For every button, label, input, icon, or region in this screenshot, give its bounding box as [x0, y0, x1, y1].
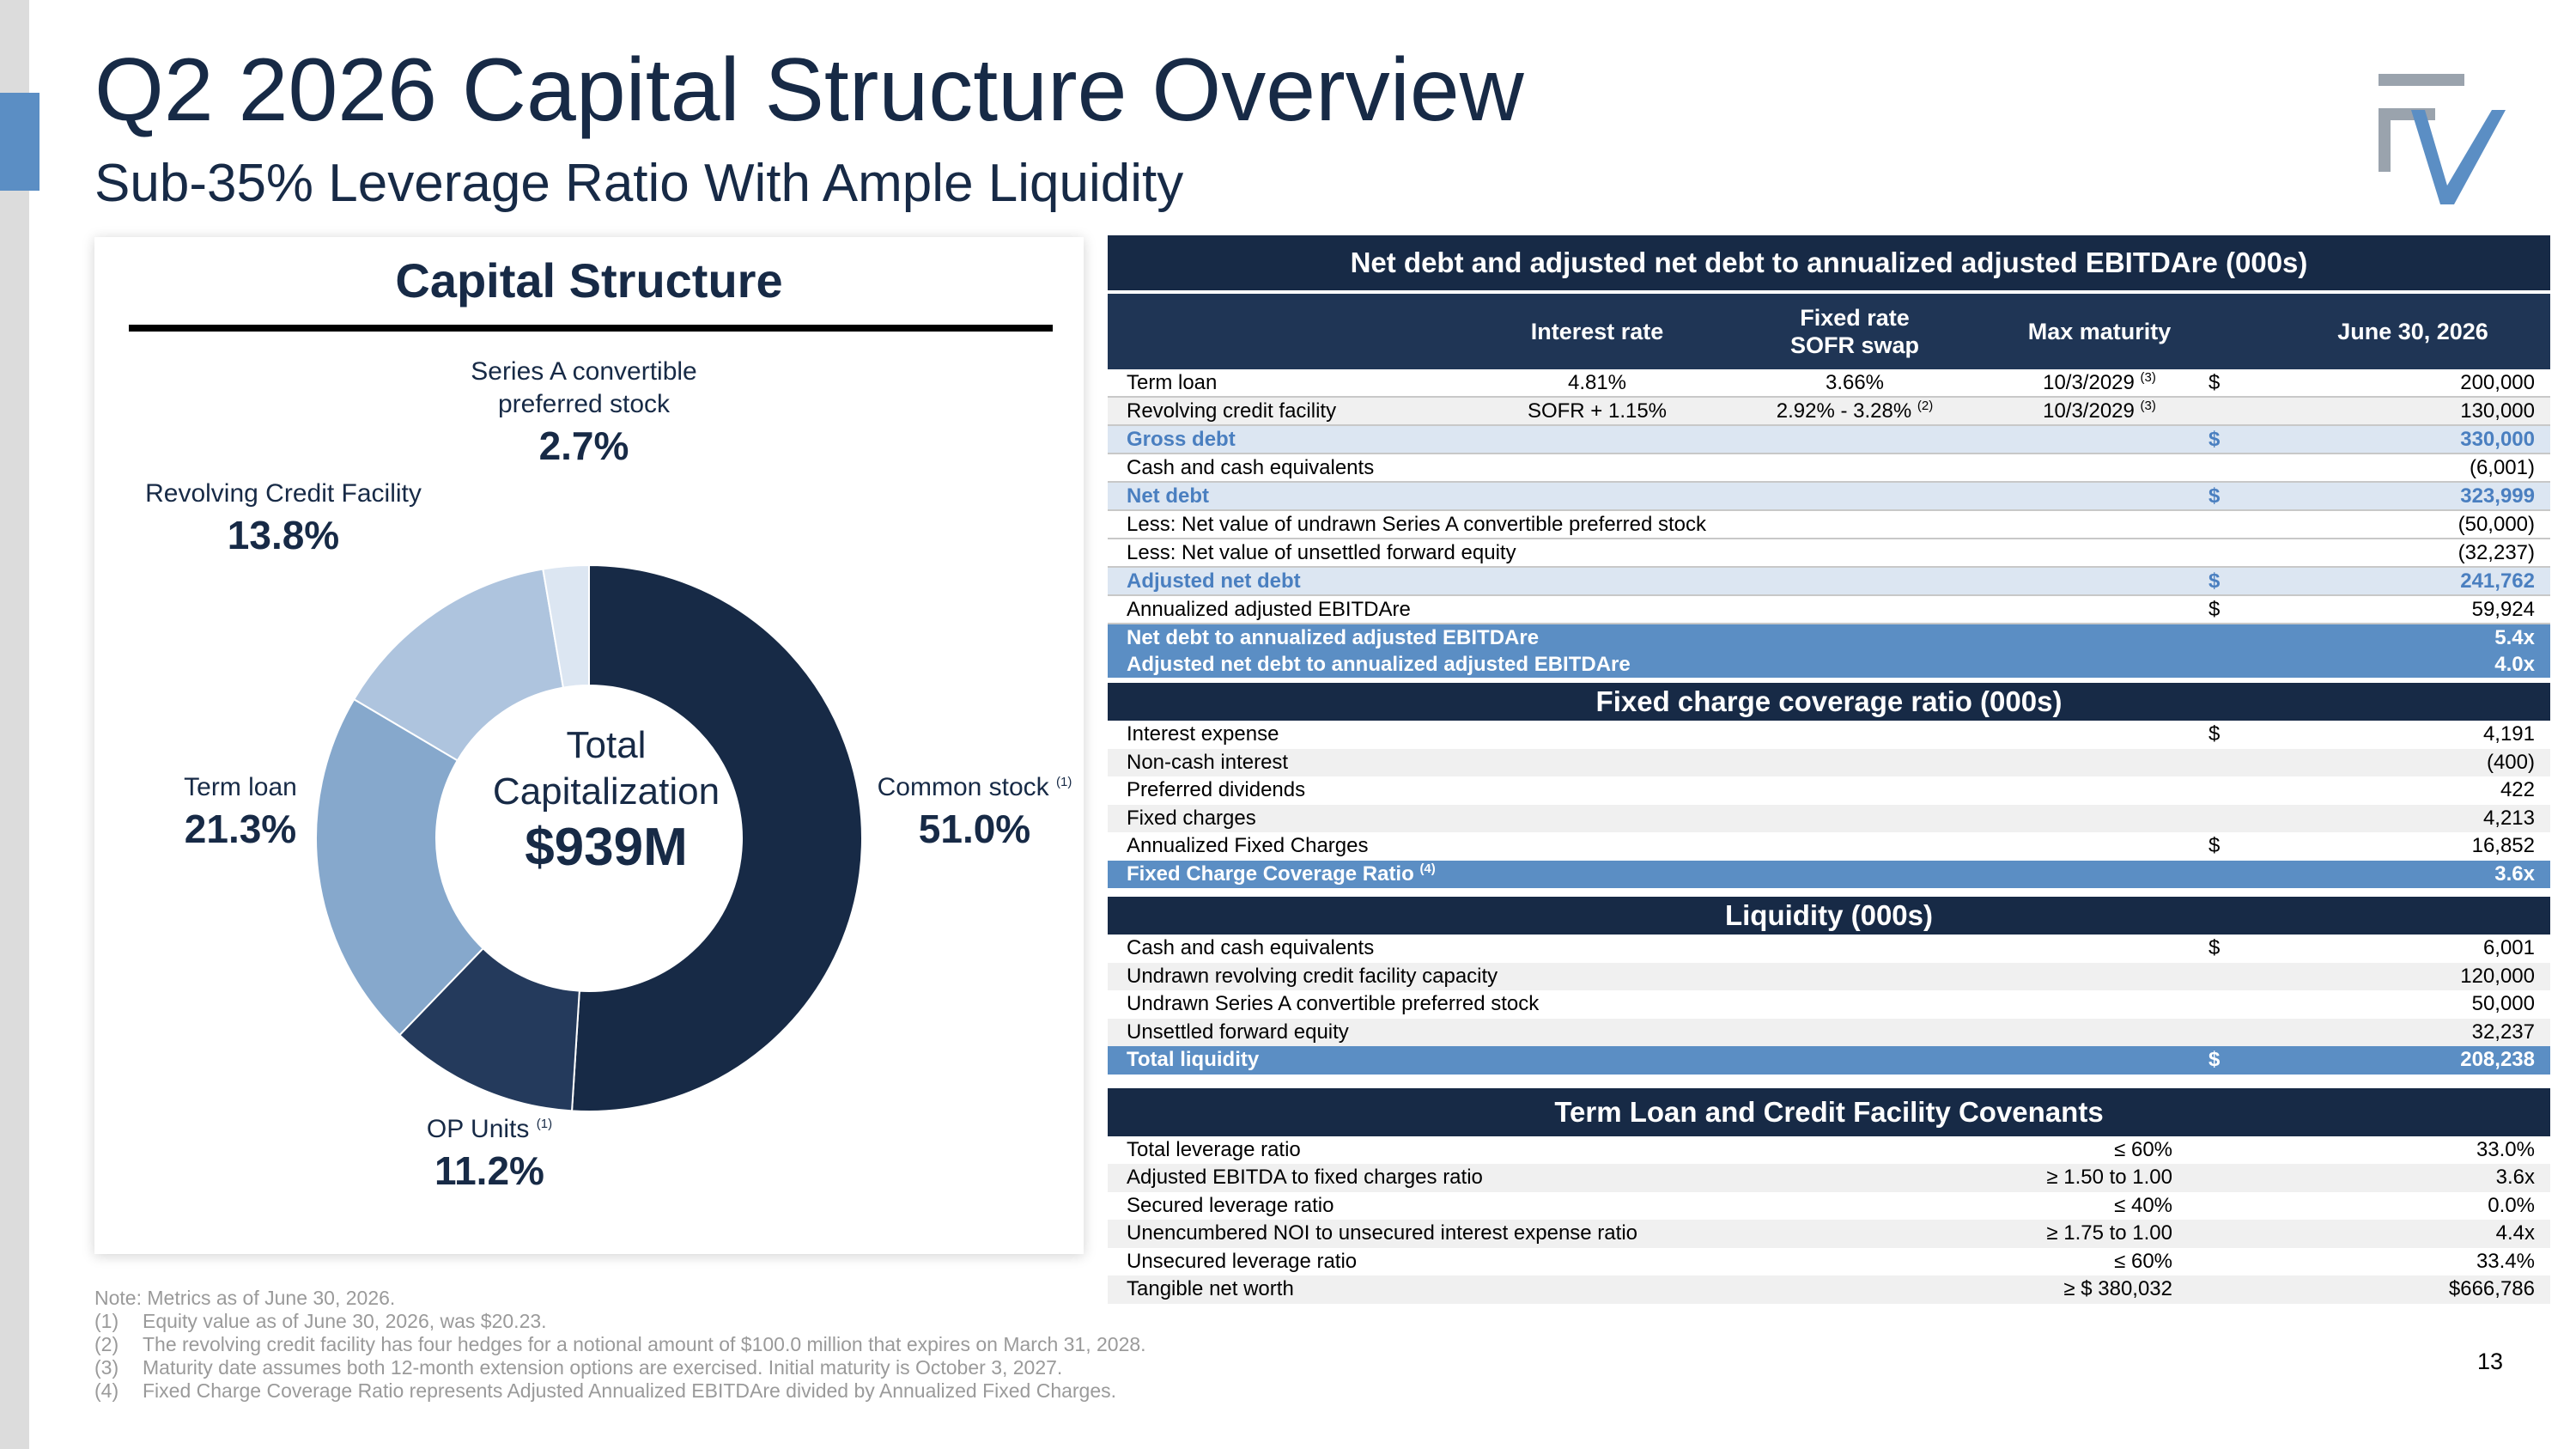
row-label: Revolving credit facility: [1127, 399, 1337, 423]
row-label: Gross debt: [1127, 428, 1236, 451]
table-row: [1108, 721, 2550, 749]
footnote-item: (3) Maturity date assumes both 12-month extension options are exercised. Initial maturity is October 3, 2027.: [94, 1356, 1063, 1379]
fixed-charge-table: [1108, 721, 2550, 888]
row-label: Less: Net value of unsettled forward equity: [1127, 541, 1516, 564]
capital-structure-card: [94, 237, 1084, 1254]
row-label: Cash and cash equivalents: [1127, 936, 1375, 959]
row-currency: $: [2208, 371, 2221, 394]
row-max-maturity: 10/3/2029 $^{(3)}$: [2043, 399, 2156, 423]
donut-center-label: [486, 722, 726, 880]
table-row: [1108, 1192, 2550, 1221]
row-value: 4.4x: [2495, 1221, 2535, 1245]
table-row: [1108, 454, 2550, 483]
table-row: [1108, 861, 2550, 889]
page-number: 13: [2477, 1349, 2504, 1374]
row-value: 422: [2500, 778, 2535, 801]
row-label: Less: Net value of undrawn Series A convertible preferred stock: [1127, 513, 1707, 536]
row-value: 50,000: [2471, 992, 2535, 1015]
row-value: 4,191: [2482, 722, 2535, 746]
row-requirement: ≥ $ 380,032: [2063, 1277, 2172, 1300]
row-label: Fixed Charge Coverage Ratio $^{(4)}$: [1127, 861, 1436, 886]
net-debt-heading: Net debt and adjusted net debt to annualized adjusted EBITDAre (000s): [1108, 235, 2550, 290]
row-requirement: ≥ 1.50 to 1.00: [2046, 1166, 2172, 1189]
row-currency: $: [2208, 1048, 2221, 1071]
table-row: [1108, 963, 2550, 991]
row-value: 330,000: [2460, 428, 2535, 451]
col-fixed-rate-swap: Fixed rate SOFR swap: [1789, 305, 1920, 358]
table-row: [1108, 651, 2550, 678]
footnote-item: (1) Equity value as of June 30, 2026, was $20.23.: [94, 1310, 547, 1332]
row-value: 120,000: [2460, 964, 2535, 988]
row-label: Tangible net worth: [1127, 1277, 1294, 1300]
row-label: Interest expense: [1127, 722, 1279, 746]
table-row: [1108, 624, 2550, 651]
row-label: Unsecured leverage ratio: [1127, 1249, 1358, 1273]
table-row: [1108, 1046, 2550, 1075]
row-value: 16,852: [2471, 834, 2535, 857]
table-row: [1108, 990, 2550, 1019]
col-interest-rate: Interest rate: [1530, 319, 1664, 344]
table-row: [1108, 426, 2550, 454]
table-row: [1108, 1275, 2550, 1304]
row-value: 5.4x: [2494, 626, 2535, 649]
row-swap-rate: 2.92% - 3.28% $^{(2)}$: [1776, 399, 1934, 423]
row-currency: $: [2208, 598, 2221, 621]
row-value: 6,001: [2482, 936, 2535, 959]
row-label: Net debt: [1127, 484, 1209, 508]
footnote-item: (4) Fixed Charge Coverage Ratio represents Adjusted Annualized EBITDAre divided by Annualized Fixed Charges.: [94, 1379, 1117, 1402]
row-currency: $: [2208, 484, 2221, 508]
center-line-capitalization: Capitalization: [492, 770, 720, 813]
label-series-a: Series A convertible preferred stock 2.7%: [471, 357, 697, 468]
footnotes: [94, 1287, 1146, 1403]
row-value: (400): [2486, 750, 2535, 774]
row-label: Net debt to annualized adjusted EBITDAre: [1127, 626, 1540, 649]
net-debt-table: [1108, 369, 2550, 678]
table-row: [1108, 749, 2550, 777]
row-value: (6,001): [2469, 456, 2535, 479]
covenants-heading: Term Loan and Credit Facility Covenants: [1108, 1088, 2550, 1136]
footnote-intro: Note: Metrics as of June 30, 2026.: [94, 1287, 396, 1309]
row-value: 3.6x: [2495, 1166, 2535, 1189]
row-requirement: ≤ 40%: [2114, 1193, 2172, 1217]
row-label: Non-cash interest: [1127, 750, 1289, 774]
table-row: [1108, 1164, 2550, 1192]
table-row: [1108, 1248, 2550, 1276]
row-currency: $: [2208, 569, 2221, 593]
label-revolving-credit-facility: Revolving Credit Facility 13.8%: [145, 479, 422, 557]
footnote-item: (2) The revolving credit facility has four hedges for a notional amount of $100.0 million that expires on March 31, 2028.: [94, 1333, 1146, 1355]
row-label: Total liquidity: [1127, 1048, 1260, 1071]
row-value: (50,000): [2458, 513, 2535, 536]
table-row: [1108, 832, 2550, 861]
row-value: 208,238: [2460, 1048, 2535, 1071]
row-label: Unencumbered NOI to unsecured interest expense ratio: [1127, 1221, 1637, 1245]
table-row: [1108, 568, 2550, 596]
label-op-units: OP Units $^{(1)}$ 11.2%: [426, 1115, 553, 1193]
col-june-30-2026: June 30, 2026: [2337, 319, 2488, 344]
table-row: [1108, 1019, 2550, 1047]
col-max-maturity: Max maturity: [2027, 319, 2172, 344]
table-row: [1108, 398, 2550, 426]
covenants-table: [1108, 1136, 2550, 1304]
row-currency: $: [2208, 936, 2221, 959]
row-max-maturity: 10/3/2029 $^{(3)}$: [2043, 370, 2156, 394]
row-label: Preferred dividends: [1127, 778, 1306, 801]
table-row: [1108, 1136, 2550, 1165]
net-debt-column-headers: [1108, 294, 2550, 369]
fixed-charge-heading: Fixed charge coverage ratio (000s): [1108, 683, 2550, 721]
liquidity-table: [1108, 935, 2550, 1075]
row-value: 4,213: [2482, 806, 2535, 830]
row-value: 0.0%: [2488, 1193, 2535, 1217]
table-row: [1108, 1220, 2550, 1248]
row-label: Total leverage ratio: [1127, 1137, 1301, 1161]
table-row: [1108, 511, 2550, 539]
row-value: 3.6x: [2494, 861, 2535, 886]
row-label: Adjusted net debt: [1127, 569, 1301, 593]
row-label: Fixed charges: [1127, 806, 1256, 830]
row-label: Unsettled forward equity: [1127, 1020, 1349, 1044]
table-row: [1108, 776, 2550, 805]
center-total-value: $939M: [525, 818, 688, 877]
row-requirement: ≤ 60%: [2114, 1249, 2172, 1273]
page-subtitle: Sub-35% Leverage Ratio With Ample Liquidity: [94, 154, 1184, 213]
row-requirement: ≥ 1.75 to 1.00: [2046, 1221, 2172, 1245]
row-value: 4.0x: [2494, 653, 2535, 676]
row-value: 59,924: [2471, 598, 2535, 621]
row-value: 130,000: [2460, 399, 2535, 423]
row-interest-rate: SOFR + 1.15%: [1527, 399, 1668, 423]
table-row: [1108, 369, 2550, 398]
row-label: Secured leverage ratio: [1127, 1193, 1334, 1217]
page-title: Q2 2026 Capital Structure Overview: [94, 40, 1524, 140]
row-label: Cash and cash equivalents: [1127, 456, 1375, 479]
row-label: Term loan: [1127, 371, 1218, 394]
row-interest-rate: 4.81%: [1567, 371, 1627, 394]
liquidity-heading: Liquidity (000s): [1108, 897, 2550, 935]
row-value: 32,237: [2471, 1020, 2535, 1044]
center-line-total: Total: [566, 724, 647, 766]
row-label: Undrawn Series A convertible preferred stock: [1127, 992, 1540, 1015]
row-value: 33.4%: [2476, 1249, 2535, 1273]
left-edge-strip: [0, 0, 29, 1449]
row-requirement: ≤ 60%: [2114, 1137, 2172, 1161]
row-value: $666,786: [2448, 1277, 2535, 1300]
row-value: 33.0%: [2476, 1137, 2535, 1161]
row-label: Adjusted EBITDA to fixed charges ratio: [1127, 1166, 1483, 1189]
table-row: [1108, 483, 2550, 511]
company-logo-icon: [2353, 69, 2507, 215]
left-accent-tab: [0, 93, 39, 191]
row-label: Annualized adjusted EBITDAre: [1127, 598, 1411, 621]
table-row: [1108, 805, 2550, 833]
financial-tables-panel: [1108, 235, 2550, 1304]
row-swap-rate: 3.66%: [1825, 371, 1885, 394]
table-row: [1108, 539, 2550, 568]
row-label: Undrawn revolving credit facility capacity: [1127, 964, 1498, 988]
row-currency: $: [2208, 834, 2221, 857]
row-currency: $: [2208, 428, 2221, 451]
table-row: [1108, 935, 2550, 963]
row-currency: $: [2208, 722, 2221, 746]
row-value: 323,999: [2460, 484, 2535, 508]
row-label: Adjusted net debt to annualized adjusted EBITDAre: [1127, 653, 1631, 676]
capital-structure-title: Capital Structure: [395, 253, 783, 307]
label-common-stock: Common stock $^{(1)}$ 51.0%: [877, 773, 1072, 851]
label-term-loan: Term loan 21.3%: [184, 773, 297, 851]
row-value: 200,000: [2460, 371, 2535, 394]
table-row: [1108, 596, 2550, 624]
row-label: Annualized Fixed Charges: [1127, 834, 1369, 857]
row-value: (32,237): [2458, 541, 2535, 564]
row-value: 241,762: [2460, 569, 2535, 593]
